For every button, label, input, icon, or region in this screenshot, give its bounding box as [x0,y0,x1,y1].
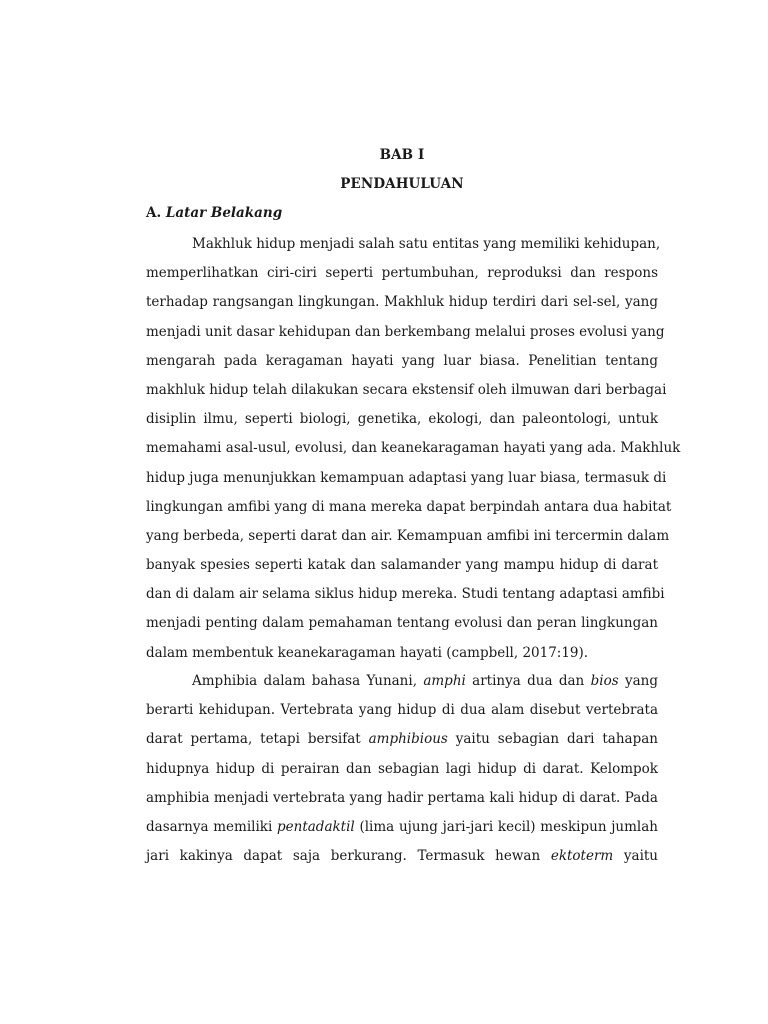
paragraph-line [146,813,658,842]
paragraph-line: dalam membentuk keanekaragaman hayati (campbell, 2017:19). [146,644,589,661]
paragraph-line: hidup juga menunjukkan kemampuan adaptasi yang luar biasa, termasuk di [146,469,667,486]
text-run: (lima ujung jari-jari kecil) meskipun jumlah [354,818,658,835]
italic-term: pentadaktil [277,818,355,835]
paragraph-line: menjadi penting dalam pemahaman tentang evolusi dan peran lingkungan [146,615,658,632]
section-heading [146,205,282,221]
section-title: Latar Belakang [165,205,283,221]
paragraph-line: disiplin ilmu, seperti biologi, genetika, ekologi, dan paleontologi, untuk [146,411,658,428]
text-run: jari kakinya dapat saja berkurang. Termasuk hewan [146,848,551,865]
paragraph-line: memahami asal-usul, evolusi, dan keanekaragaman hayati yang ada. Makhluk [146,440,681,457]
text-run: yaitu [613,848,659,865]
text-run: yang [618,673,658,689]
text-run: artinya dua dan [465,673,591,689]
paragraph-line: dan di dalam air selama siklus hidup mereka. Studi tentang adaptasi amfibi [146,586,665,603]
paragraph-line: lingkungan amfibi yang di mana mereka dapat berpindah antara dua habitat [146,498,672,515]
section-number: A. [146,205,162,221]
paragraph-line: berarti kehidupan. Vertebrata yang hidup di dua alam disebut vertebrata [146,702,658,719]
italic-term: bios [590,673,619,689]
paragraph-line: hidupnya hidup di perairan dan sebagian lagi hidup di darat. Kelompok [146,760,658,777]
paragraph-line: amphibia menjadi vertebrata yang hadir pertama kali hidup di darat. Pada [146,789,658,806]
italic-term: amphi [423,673,466,689]
paragraph-line: terhadap rangsangan lingkungan. Makhluk hidup terdiri dari sel-sel, yang [146,294,658,311]
paragraph-line: banyak spesies seperti katak dan salamander yang mampu hidup di darat [146,557,658,574]
paragraph-line: menjadi unit dasar kehidupan dan berkembang melalui proses evolusi yang [146,323,665,340]
text-run: darat pertama, tetapi bersifat [146,731,369,748]
chapter-title: PENDAHULUAN [340,176,464,192]
paragraph-line [146,725,658,754]
paragraph-2 [146,667,658,871]
text-run: dasarnya memiliki [146,818,277,835]
paragraph-line: yang berbeda, seperti darat dan air. Kemampuan amfibi ini tercermin dalam [146,527,670,544]
chapter-label: BAB I [379,147,425,163]
paragraph-1 [146,230,681,668]
paragraph-line: makhluk hidup telah dilakukan secara ekstensif oleh ilmuwan dari berbagai [146,381,667,398]
paragraph-line: memperlihatkan ciri-ciri seperti pertumbuhan, reproduksi dan respons [146,265,658,282]
paragraph-line [146,842,658,871]
paragraph-line: Makhluk hidup menjadi salah satu entitas yang memiliki kehidupan, [192,236,661,252]
italic-term: ektoterm [550,848,614,865]
paragraph-line: mengarah pada keragaman hayati yang luar biasa. Penelitian tentang [146,352,658,369]
italic-term: amphibious [368,731,448,748]
text-run: Amphibia dalam bahasa Yunani, [192,673,424,689]
text-run: yaitu sebagian dari tahapan [447,731,658,748]
paragraph-line [146,667,658,696]
